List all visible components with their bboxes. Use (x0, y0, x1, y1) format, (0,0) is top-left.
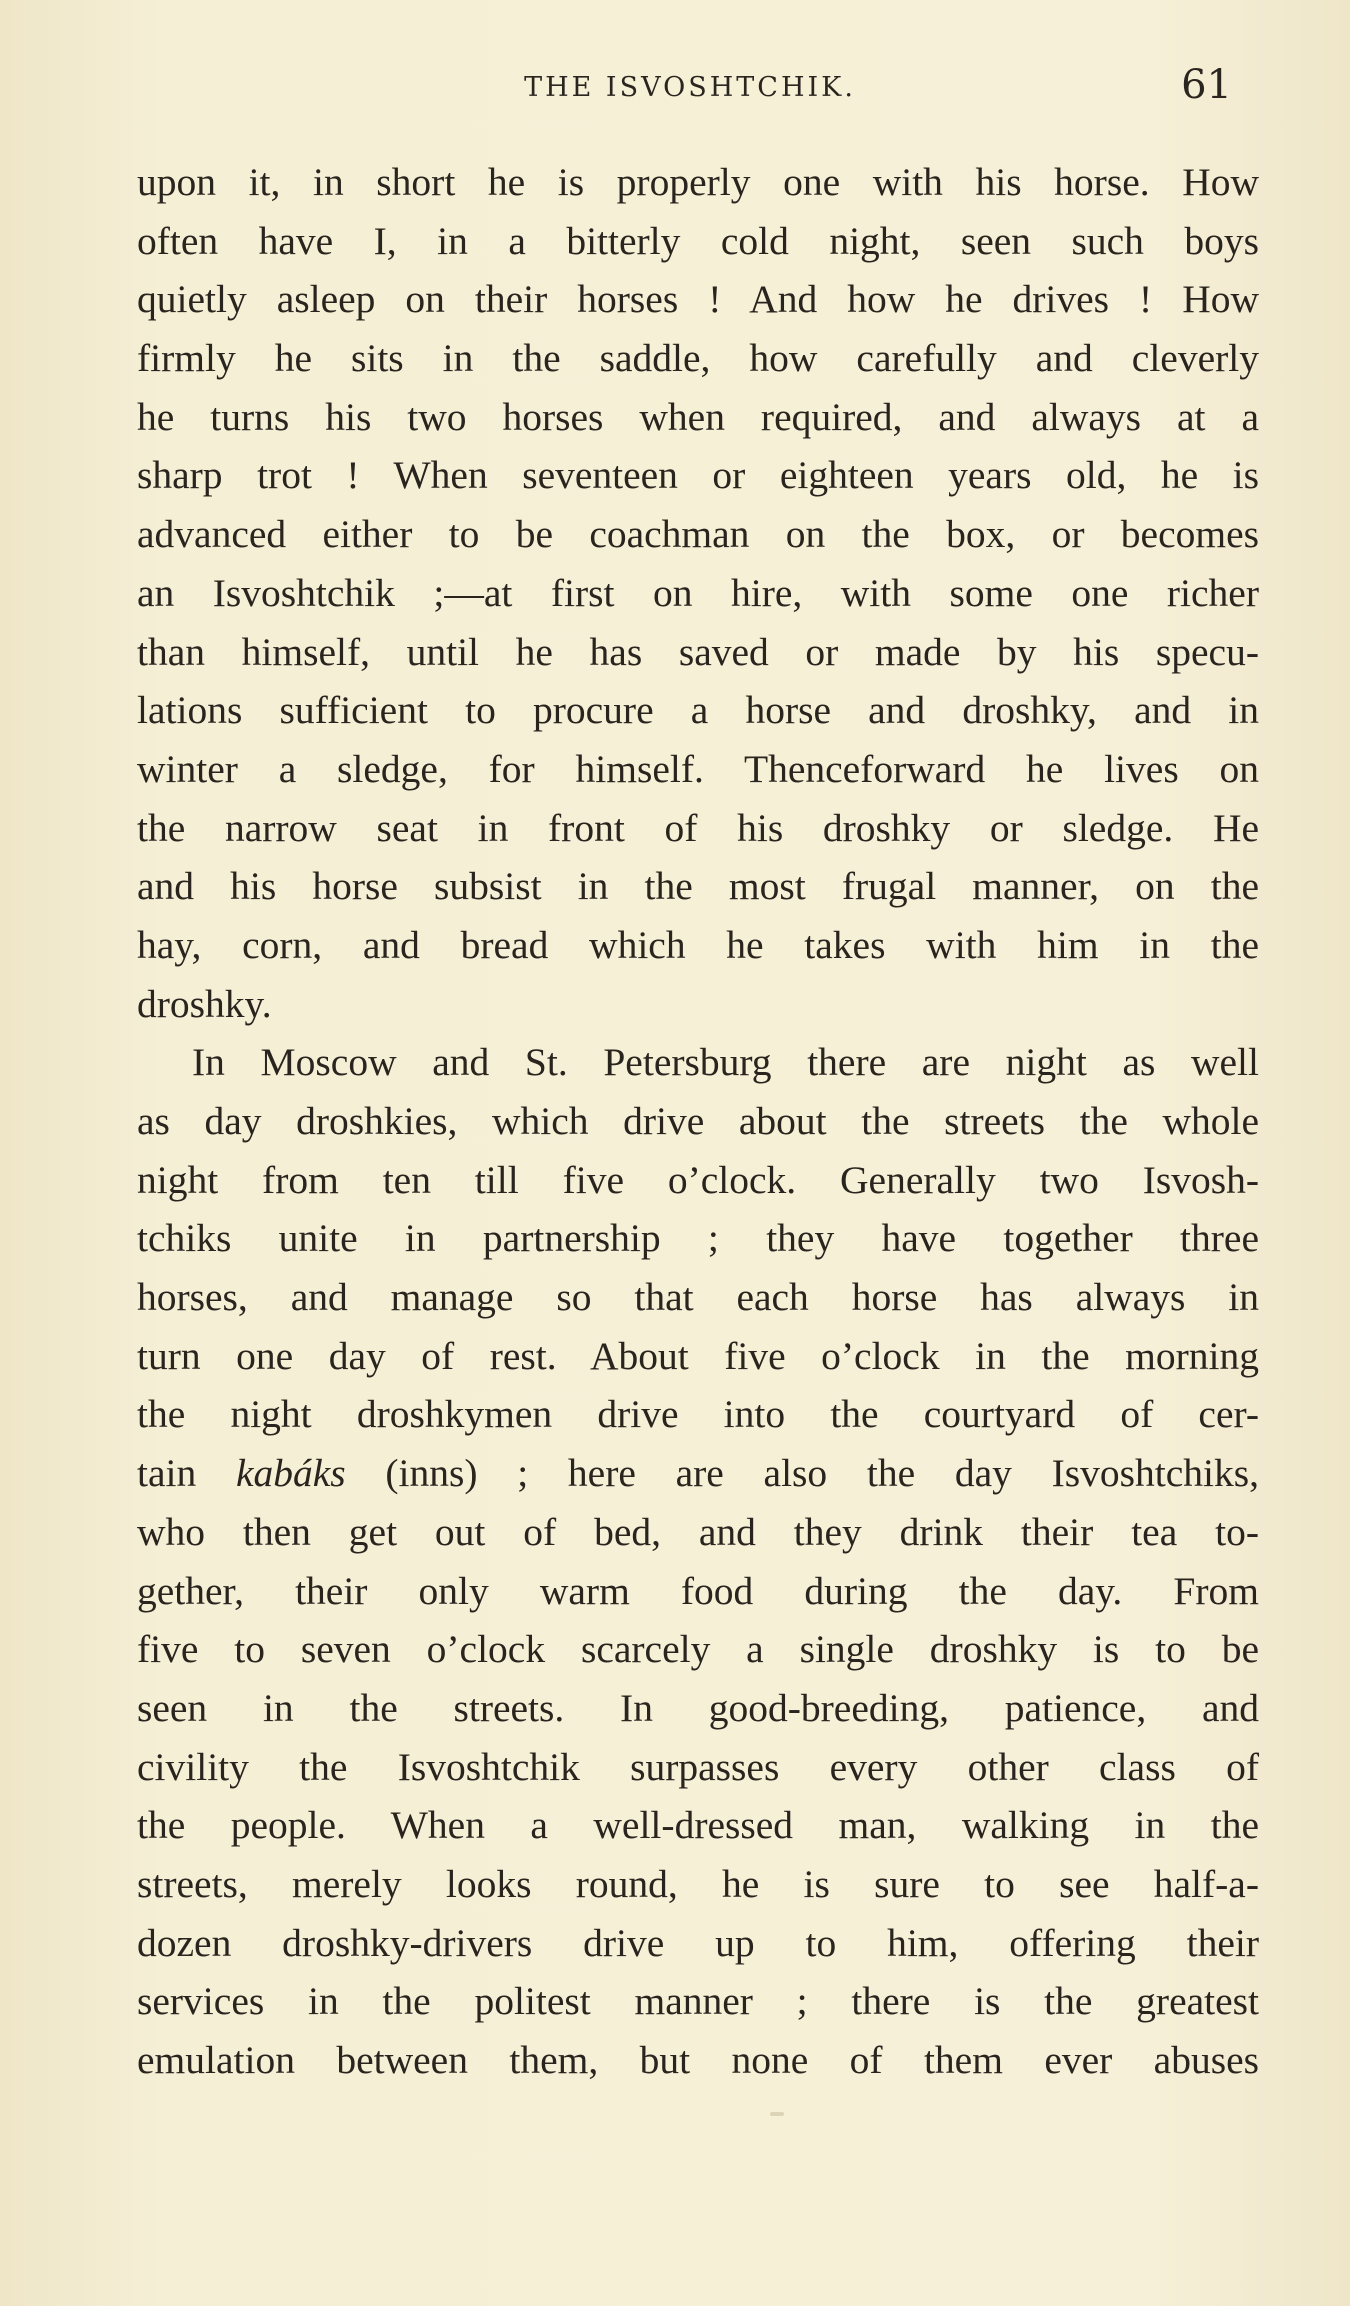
text-line: horses, and manage so that each horse has always in (137, 1275, 1259, 1320)
text-line: upon it, in short he is properly one with his horse. How (137, 160, 1259, 204)
text-line: as day droshkies, which drive about the streets the whole (137, 1099, 1259, 1143)
running-head (140, 58, 1260, 118)
text-line: seen in the streets. In good-breeding, patience, and (137, 1685, 1259, 1730)
text-line: the narrow seat in front of his droshky or sledge. He (137, 805, 1259, 850)
text-line: advanced either to be coachman on the box, or becomes (137, 512, 1259, 557)
text-line: the people. When a well-dressed man, walking in the (137, 1803, 1259, 1848)
text-line: often have I, in a bitterly cold night, seen such boys (137, 218, 1259, 263)
text-line: gether, their only warm food during the day. From (137, 1568, 1259, 1613)
text-segment: tain (137, 1451, 236, 1496)
text-line: winter a sledge, for himself. Thenceforward he lives on (137, 746, 1259, 791)
text-line: quietly asleep on their horses ! And how he drives ! How (137, 277, 1259, 322)
text-line-with-italic (137, 1444, 1259, 1503)
text-line: sharp trot ! When seventeen or eighteen years old, he is (137, 453, 1259, 498)
text-line: five to seven o’clock scarcely a single droshky is to be (137, 1627, 1259, 1672)
text-line: an Isvoshtchik ;—at first on hire, with some one richer (137, 570, 1259, 615)
text-line: the night droshkymen drive into the courtyard of cer- (137, 1392, 1259, 1437)
text-line: night from ten till five o’clock. Generally two Isvosh- (137, 1157, 1259, 1202)
text-line: he turns his two horses when required, and always at a (137, 394, 1259, 439)
text-line: firmly he sits in the saddle, how carefully and cleverly (137, 336, 1259, 381)
paragraph-start-line: In Moscow and St. Petersburg there are night as well (192, 1040, 1259, 1085)
running-title: THE ISVOSHTCHIK. (524, 72, 856, 103)
text-line: tchiks unite in partnership ; they have together three (137, 1216, 1259, 1261)
text-line: turn one day of rest. About five o’clock in the morning (137, 1333, 1259, 1378)
text-line: services in the politest manner ; there is the greatest (137, 1979, 1259, 2024)
text-line: droshky. (137, 981, 272, 1026)
page-blemish (770, 2112, 784, 2116)
text-line: hay, corn, and bread which he takes with him in the (137, 922, 1259, 967)
text-line: and his horse subsist in the most frugal manner, on the (137, 864, 1259, 909)
italic-term: kabáks (235, 1451, 346, 1496)
text-line: who then get out of bed, and they drink their tea to- (137, 1509, 1259, 1554)
text-line: streets, merely looks round, he is sure to see half-a- (137, 1861, 1259, 1906)
text-line: dozen droshky-drivers drive up to him, offering their (137, 1920, 1259, 1965)
body-text (137, 153, 1259, 2090)
text-segment: (inns) ; here are also the day Isvoshtchiks, (345, 1451, 1259, 1496)
text-line: than himself, until he has saved or made by his specu- (137, 629, 1259, 674)
text-line: civility the Isvoshtchik surpasses every other class of (137, 1744, 1259, 1789)
text-line: lations sufficient to procure a horse and droshky, and in (137, 688, 1259, 733)
page-number: 61 (1181, 62, 1232, 108)
text-line: emulation between them, but none of them ever abuses (137, 2038, 1259, 2082)
